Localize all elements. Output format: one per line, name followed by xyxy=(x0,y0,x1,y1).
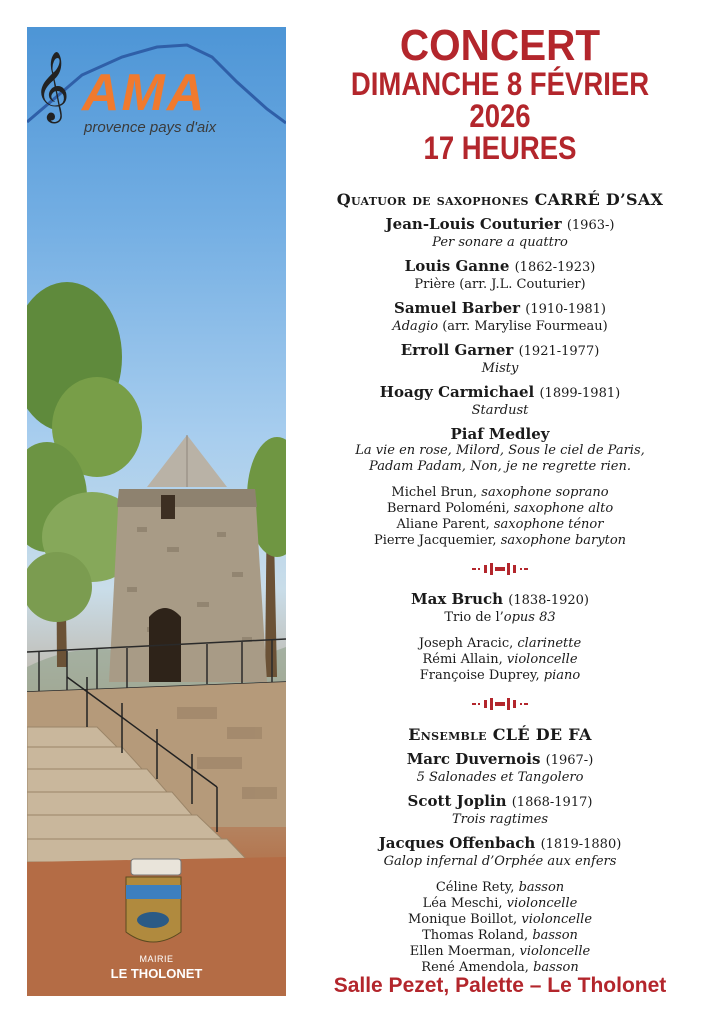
program-item xyxy=(300,590,700,626)
composer-name: Louis Ganne xyxy=(404,257,510,275)
program-item xyxy=(300,341,700,377)
performer: René Amendola, basson xyxy=(421,960,579,975)
performer: Pierre Jacquemier, saxophone baryton xyxy=(373,533,627,548)
program-item xyxy=(300,792,700,828)
work-title-line2: Padam Padam, Non, je ne regrette rien. xyxy=(369,459,631,474)
work-title: Adagio xyxy=(392,319,439,334)
work-title: 5 Salonades et Tangolero xyxy=(416,770,584,785)
performer: Monique Boillot, violoncelle xyxy=(407,912,593,927)
work-title: Per sonare a quattro xyxy=(432,235,568,250)
venue-text: Salle Pezet, Palette – Le Tholonet xyxy=(333,974,667,997)
performer: Céline Rety, basson xyxy=(435,880,565,895)
performers-list xyxy=(300,880,700,976)
ensemble-prefix: Quatuor de saxophones xyxy=(336,190,529,209)
windmill-photo-panel xyxy=(27,27,286,996)
performer: Joseph Aracic, clarinette xyxy=(418,636,582,651)
composer-name: Erroll Garner xyxy=(400,341,514,359)
composer-name: Marc Duvernois xyxy=(406,750,541,768)
section-divider-icon xyxy=(300,561,700,580)
composer-years: (1899-1981) xyxy=(539,386,621,401)
composer-name: Max Bruch xyxy=(411,590,504,608)
ensemble-name: CLÉ DE FA xyxy=(492,725,592,744)
program-item xyxy=(300,383,700,419)
performer: Ellen Moerman, violoncelle xyxy=(409,944,591,959)
composer-years: (1868-1917) xyxy=(511,795,593,810)
program-item xyxy=(300,215,700,251)
composer-name: Jacques Offenbach xyxy=(378,834,536,852)
work-title: La vie en rose, Milord, Sous le ciel de Paris, xyxy=(355,443,645,458)
composer-years: (1862-1923) xyxy=(514,260,596,275)
section-divider-icon xyxy=(300,696,700,715)
performer: Thomas Roland, basson xyxy=(422,928,578,943)
mairie-label: MAIRIE xyxy=(139,954,174,964)
performer: Bernard Poloméni, saxophone alto xyxy=(386,501,614,516)
composer-years: (1819-1880) xyxy=(540,837,622,852)
composer-years: (1963-) xyxy=(566,218,615,233)
concert-date: DIMANCHE 8 FÉVRIER 2026 xyxy=(350,66,650,134)
program-item xyxy=(300,299,700,335)
work-title: Misty xyxy=(481,361,519,376)
performer: Françoise Duprey, piano xyxy=(419,668,581,683)
work-opus: opus 83 xyxy=(503,610,556,625)
concert-program xyxy=(300,21,700,976)
composer-name: Scott Joplin xyxy=(407,792,507,810)
program-item xyxy=(300,257,700,293)
work-title: Trois ragtimes xyxy=(451,812,549,827)
coat-of-arms-icon xyxy=(126,859,181,942)
composer-years: (1967-) xyxy=(545,753,594,768)
performer: Michel Brun, saxophone soprano xyxy=(391,485,609,500)
program-item xyxy=(300,425,700,475)
ensemble-prefix: Ensemble xyxy=(408,725,487,744)
composer-name: Hoagy Carmichael xyxy=(379,383,535,401)
composer-years: (1921-1977) xyxy=(518,344,600,359)
performer: Rémi Allain, violoncelle xyxy=(422,652,578,667)
ensemble-name: CARRÉ D’SAX xyxy=(534,190,664,209)
windmill-photo xyxy=(27,27,286,996)
composer-years: (1910-1981) xyxy=(525,302,606,317)
composer-name: Samuel Barber xyxy=(394,299,521,317)
mairie-name: LE THOLONET xyxy=(110,966,203,981)
performer: Léa Meschi, violoncelle xyxy=(422,896,578,911)
program-item xyxy=(300,750,700,786)
ensemble-heading xyxy=(300,725,700,744)
work-arrangement: (arr. Marylise Fourmeau) xyxy=(438,319,608,334)
performer: Aliane Parent, saxophone ténor xyxy=(396,517,604,532)
concert-title: CONCERT xyxy=(399,21,601,70)
composer-name: Jean-Louis Couturier xyxy=(385,215,562,233)
work-title: Stardust xyxy=(471,403,529,418)
composer-name: Piaf Medley xyxy=(450,425,550,443)
treble-clef-icon: 𝄞 xyxy=(34,51,70,121)
performers-list xyxy=(300,485,700,549)
ensemble-heading xyxy=(300,190,700,209)
work-title: Trio de l’ xyxy=(444,610,504,625)
concert-time: 17 HEURES xyxy=(423,130,577,166)
ama-logo-subtitle: provence pays d'aix xyxy=(84,119,217,136)
composer-years: (1838-1920) xyxy=(508,593,589,608)
work-title: Prière (arr. J.L. Couturier) xyxy=(414,277,586,292)
performers-list xyxy=(300,636,700,684)
program-item xyxy=(300,834,700,870)
ama-logo-letters: AMA xyxy=(82,64,207,122)
work-title: Galop infernal d’Orphée aux enfers xyxy=(383,854,617,869)
